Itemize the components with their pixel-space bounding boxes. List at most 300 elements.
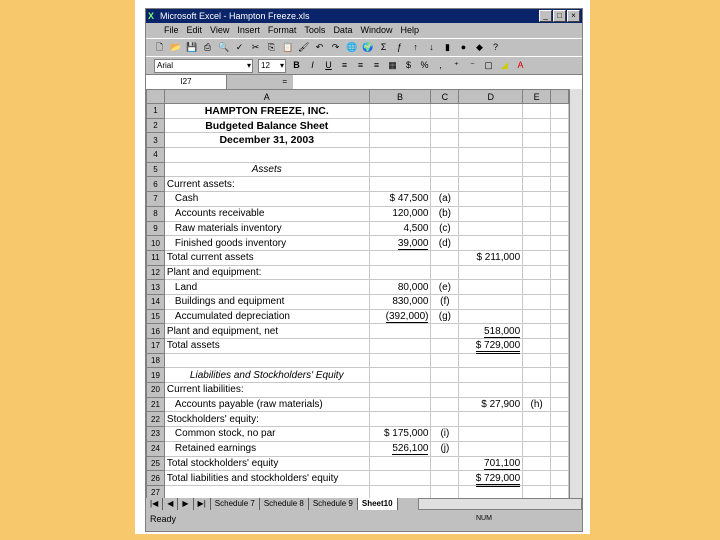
cell-a7[interactable]: [164, 192, 369, 207]
cell-e7[interactable]: [523, 192, 551, 207]
menu-insert[interactable]: Insert: [237, 25, 260, 35]
new-icon[interactable]: 🗋: [155, 42, 164, 52]
cell-a24[interactable]: [164, 441, 369, 456]
undo-icon[interactable]: ↶: [315, 42, 324, 52]
bold-icon[interactable]: B: [293, 60, 300, 70]
cell-d2[interactable]: [459, 118, 523, 133]
cell-a1[interactable]: [164, 104, 369, 119]
column-header-d[interactable]: D: [459, 90, 523, 104]
sheet-tab-schedule-9[interactable]: Schedule 9: [309, 498, 358, 510]
cell-b15[interactable]: [369, 309, 431, 324]
excel-window: [145, 8, 583, 532]
cell-value: $ 729,000: [476, 473, 521, 487]
cell-b14[interactable]: [369, 294, 431, 309]
cell-c27[interactable]: [431, 485, 459, 498]
cell-b8[interactable]: [369, 206, 431, 221]
cell-c10[interactable]: [431, 236, 459, 251]
print-preview-icon[interactable]: 🔍: [218, 42, 230, 52]
decrease-decimal-icon[interactable]: ⁻: [470, 60, 475, 70]
cell-filler: [551, 236, 569, 251]
cell-e21[interactable]: [523, 397, 551, 412]
cell-value: Assets: [251, 164, 282, 176]
cell-e5[interactable]: [523, 162, 551, 177]
cell-filler: [551, 192, 569, 207]
cell-d15[interactable]: [459, 309, 523, 324]
cell-e11[interactable]: [523, 250, 551, 265]
cell-b13[interactable]: [369, 280, 431, 295]
cell-a6[interactable]: [164, 177, 369, 192]
row-header[interactable]: 8: [147, 206, 165, 221]
web-icon[interactable]: 🌍: [362, 42, 374, 52]
cell-c22[interactable]: [431, 412, 459, 427]
cell-b25[interactable]: [369, 456, 431, 471]
row-header[interactable]: 26: [147, 471, 165, 486]
status-num: NUM: [476, 515, 492, 522]
cell-a12[interactable]: [164, 265, 369, 280]
formula-input[interactable]: [293, 75, 582, 89]
align-right-icon[interactable]: ≡: [373, 60, 380, 70]
cell-value: Budgeted Balance Sheet: [205, 119, 329, 132]
menu-format[interactable]: Format: [267, 25, 297, 35]
minimize-button[interactable]: _: [539, 10, 552, 22]
row-header[interactable]: 12: [147, 265, 165, 280]
table-row: [147, 427, 569, 442]
cell-e8[interactable]: [523, 206, 551, 221]
cell-c8[interactable]: [431, 206, 459, 221]
cell-c26[interactable]: [431, 471, 459, 486]
merge-center-icon[interactable]: ▦: [388, 60, 397, 70]
cell-a13[interactable]: [164, 280, 369, 295]
row-header[interactable]: 23: [147, 427, 165, 442]
cell-e23[interactable]: [523, 427, 551, 442]
cell-filler: [551, 485, 569, 498]
cell-value: Current assets:: [166, 178, 235, 190]
cell-c1[interactable]: [431, 104, 459, 119]
cell-value: $ 729,000: [476, 340, 521, 354]
cell-value: (b): [438, 208, 452, 220]
column-header-c[interactable]: C: [431, 90, 459, 104]
close-button[interactable]: ×: [567, 10, 580, 22]
cell-a11[interactable]: [164, 250, 369, 265]
row-header[interactable]: 19: [147, 368, 165, 383]
cell-e4[interactable]: [523, 148, 551, 163]
cell-c15[interactable]: [431, 309, 459, 324]
cell-b2[interactable]: [369, 118, 431, 133]
cell-b12[interactable]: [369, 265, 431, 280]
cell-c23[interactable]: [431, 427, 459, 442]
table-row: [147, 368, 569, 383]
row-header[interactable]: 17: [147, 339, 165, 354]
menu-edit[interactable]: Edit: [186, 25, 203, 35]
cell-b16[interactable]: [369, 324, 431, 339]
cell-e15[interactable]: [523, 309, 551, 324]
cell-a3[interactable]: [164, 133, 369, 148]
cell-a4[interactable]: [164, 148, 369, 163]
cell-c25[interactable]: [431, 456, 459, 471]
cell-filler: [551, 294, 569, 309]
cell-value: 526,100: [392, 443, 429, 455]
row-header[interactable]: 7: [147, 192, 165, 207]
tab-scroll-prev[interactable]: ◀: [163, 498, 178, 510]
table-row: [147, 221, 569, 236]
autosum-icon[interactable]: Σ: [380, 42, 387, 52]
cell-a2[interactable]: [164, 118, 369, 133]
chart-wizard-icon[interactable]: ▮: [445, 42, 450, 52]
cell-e16[interactable]: [523, 324, 551, 339]
cell-c14[interactable]: [431, 294, 459, 309]
cell-d12[interactable]: [459, 265, 523, 280]
excel-icon: X: [148, 11, 155, 21]
cell-d17[interactable]: [459, 339, 523, 354]
borders-icon[interactable]: ▢: [484, 60, 493, 70]
formula-equals[interactable]: =: [227, 75, 293, 89]
cell-value: Current liabilities:: [166, 384, 244, 396]
cell-d11[interactable]: [459, 250, 523, 265]
cell-e14[interactable]: [523, 294, 551, 309]
cell-value: Accumulated depreciation: [174, 310, 290, 322]
row-header[interactable]: 14: [147, 294, 165, 309]
cell-b27[interactable]: [369, 485, 431, 498]
cell-c20[interactable]: [431, 383, 459, 398]
cell-d26[interactable]: [459, 471, 523, 486]
cell-c6[interactable]: [431, 177, 459, 192]
cell-a15[interactable]: [164, 309, 369, 324]
table-row: [147, 324, 569, 339]
cell-b26[interactable]: [369, 471, 431, 486]
tab-scroll-first[interactable]: |◀: [146, 498, 163, 510]
cell-b11[interactable]: [369, 250, 431, 265]
cell-d21[interactable]: [459, 397, 523, 412]
cell-value: (i): [440, 428, 450, 440]
row-header[interactable]: 15: [147, 309, 165, 324]
cell-b3[interactable]: [369, 133, 431, 148]
tab-scroll-next[interactable]: ▶: [178, 498, 193, 510]
select-all-corner[interactable]: [147, 90, 165, 104]
menu-view[interactable]: View: [210, 25, 230, 35]
cell-d5[interactable]: [459, 162, 523, 177]
maximize-button[interactable]: □: [553, 10, 566, 22]
cell-b17[interactable]: [369, 339, 431, 354]
table-row: [147, 485, 569, 498]
cell-d14[interactable]: [459, 294, 523, 309]
cell-e20[interactable]: [523, 383, 551, 398]
cell-c9[interactable]: [431, 221, 459, 236]
window-title: Microsoft Excel - Hampton Freeze.xls: [160, 11, 310, 21]
table-row: [147, 456, 569, 471]
cell-filler: [551, 368, 569, 383]
cell-b21[interactable]: [369, 397, 431, 412]
vertical-scrollbar[interactable]: [569, 89, 582, 498]
cell-d24[interactable]: [459, 441, 523, 456]
cell-value: Total current assets: [166, 252, 254, 264]
cell-c24[interactable]: [431, 441, 459, 456]
table-row: [147, 339, 569, 354]
currency-icon[interactable]: $: [405, 60, 411, 70]
spelling-icon[interactable]: ✓: [235, 42, 244, 52]
fill-color-icon[interactable]: ◢: [501, 60, 508, 70]
menu-window[interactable]: Window: [360, 25, 393, 35]
cell-filler: [551, 133, 569, 148]
save-icon[interactable]: 💾: [186, 42, 198, 52]
cell-c16[interactable]: [431, 324, 459, 339]
row-header[interactable]: 13: [147, 280, 165, 295]
row-header[interactable]: 16: [147, 324, 165, 339]
sheet-tab-sheet10[interactable]: Sheet10: [358, 498, 398, 510]
cell-c19[interactable]: [431, 368, 459, 383]
cell-e27[interactable]: [523, 485, 551, 498]
cell-a10[interactable]: [164, 236, 369, 251]
cell-e17[interactable]: [523, 339, 551, 354]
cell-value: 830,000: [392, 296, 429, 308]
cell-d18[interactable]: [459, 353, 523, 368]
menu-file[interactable]: File: [164, 25, 179, 35]
cell-a20[interactable]: [164, 383, 369, 398]
cell-c11[interactable]: [431, 250, 459, 265]
cell-value: Retained earnings: [174, 443, 257, 455]
cell-d13[interactable]: [459, 280, 523, 295]
name-box[interactable]: I27: [146, 75, 227, 89]
cell-b10[interactable]: [369, 236, 431, 251]
cell-filler: [551, 206, 569, 221]
cell-d19[interactable]: [459, 368, 523, 383]
cell-filler: [551, 309, 569, 324]
cell-e22[interactable]: [523, 412, 551, 427]
cell-a14[interactable]: [164, 294, 369, 309]
status-ready: Ready: [150, 514, 177, 524]
cell-d27[interactable]: [459, 485, 523, 498]
cell-value: Total stockholders' equity: [166, 457, 279, 469]
cell-a22[interactable]: [164, 412, 369, 427]
spreadsheet-grid[interactable]: [146, 89, 569, 498]
menu-bar: [146, 23, 582, 38]
cell-filler: [551, 412, 569, 427]
cell-a16[interactable]: [164, 324, 369, 339]
column-header-filler: [551, 90, 569, 104]
cell-value: (e): [438, 281, 452, 293]
table-row: [147, 294, 569, 309]
cell-e12[interactable]: [523, 265, 551, 280]
cell-b4[interactable]: [369, 148, 431, 163]
cell-filler: [551, 265, 569, 280]
drawing-icon[interactable]: ◆: [476, 42, 483, 52]
cell-b20[interactable]: [369, 383, 431, 398]
cell-a27[interactable]: [164, 485, 369, 498]
font-value: Arial: [157, 60, 174, 70]
cell-a25[interactable]: [164, 456, 369, 471]
column-header-a[interactable]: A: [164, 90, 369, 104]
cell-value: Stockholders' equity:: [166, 413, 259, 425]
cell-filler: [551, 250, 569, 265]
cell-b18[interactable]: [369, 353, 431, 368]
cell-value: (h): [530, 399, 543, 411]
format-painter-icon[interactable]: 🖌: [298, 42, 310, 52]
row-header[interactable]: 25: [147, 456, 165, 471]
cell-value: Raw materials inventory: [174, 222, 282, 234]
status-bar: [146, 512, 586, 526]
comma-icon[interactable]: ,: [439, 60, 442, 70]
cell-c13[interactable]: [431, 280, 459, 295]
cell-a17[interactable]: [164, 339, 369, 354]
row-header[interactable]: 20: [147, 383, 165, 398]
cell-b24[interactable]: [369, 441, 431, 456]
cell-e25[interactable]: [523, 456, 551, 471]
cell-c5[interactable]: [431, 162, 459, 177]
print-icon[interactable]: ⎙: [203, 42, 212, 52]
cell-value: (j): [440, 443, 450, 455]
help-icon[interactable]: ?: [492, 42, 498, 52]
cell-value: Common stock, no par: [174, 428, 276, 440]
cell-e9[interactable]: [523, 221, 551, 236]
cell-c17[interactable]: [431, 339, 459, 354]
row-header[interactable]: 11: [147, 250, 165, 265]
table-row: [147, 118, 569, 133]
cell-c7[interactable]: [431, 192, 459, 207]
cell-a8[interactable]: [164, 206, 369, 221]
cell-value: 701,100: [484, 457, 521, 469]
sort-descending-icon[interactable]: ↓: [429, 42, 434, 52]
table-row: [147, 250, 569, 265]
align-center-icon[interactable]: ≡: [357, 60, 364, 70]
row-header[interactable]: 10: [147, 236, 165, 251]
map-icon[interactable]: ●: [460, 42, 467, 52]
horizontal-scrollbar[interactable]: [418, 498, 582, 510]
cell-value: HAMPTON FREEZE, INC.: [204, 104, 329, 117]
cell-b22[interactable]: [369, 412, 431, 427]
menu-help[interactable]: Help: [400, 25, 419, 35]
table-row: [147, 177, 569, 192]
tab-scroll-last[interactable]: ▶|: [194, 498, 211, 510]
row-header[interactable]: 21: [147, 397, 165, 412]
cell-b6[interactable]: [369, 177, 431, 192]
percent-icon[interactable]: %: [420, 60, 429, 70]
row-header[interactable]: 27: [147, 485, 165, 498]
open-icon[interactable]: 📂: [170, 42, 182, 52]
function-icon[interactable]: ƒ: [396, 42, 402, 52]
cell-c2[interactable]: [431, 118, 459, 133]
cell-b7[interactable]: [369, 192, 431, 207]
hyperlink-icon[interactable]: 🌐: [346, 42, 358, 52]
cell-d10[interactable]: [459, 236, 523, 251]
cell-value: 518,000: [484, 325, 521, 337]
cell-b1[interactable]: [369, 104, 431, 119]
cell-value: Accounts payable (raw materials): [174, 399, 323, 411]
cell-d22[interactable]: [459, 412, 523, 427]
table-row: [147, 236, 569, 251]
cell-c12[interactable]: [431, 265, 459, 280]
cell-d9[interactable]: [459, 221, 523, 236]
cell-e10[interactable]: [523, 236, 551, 251]
cell-filler: [551, 162, 569, 177]
row-header[interactable]: 1: [147, 104, 165, 119]
table-row: [147, 471, 569, 486]
cell-e26[interactable]: [523, 471, 551, 486]
row-header[interactable]: 22: [147, 412, 165, 427]
cell-value: Total liabilities and stockholders' equity: [166, 472, 339, 484]
increase-decimal-icon[interactable]: ⁺: [454, 60, 459, 70]
cell-a9[interactable]: [164, 221, 369, 236]
cell-value: Plant and equipment:: [166, 266, 262, 278]
font-size-select[interactable]: [258, 59, 286, 73]
cell-a23[interactable]: [164, 427, 369, 442]
row-header[interactable]: 3: [147, 133, 165, 148]
row-header[interactable]: 4: [147, 148, 165, 163]
cell-e2[interactable]: [523, 118, 551, 133]
cell-value: Buildings and equipment: [174, 296, 285, 308]
cell-a5[interactable]: [164, 162, 369, 177]
copy-icon[interactable]: ⎘: [267, 42, 276, 52]
cell-e24[interactable]: [523, 441, 551, 456]
cell-value: (g): [438, 310, 452, 322]
cell-b19[interactable]: [369, 368, 431, 383]
cell-e1[interactable]: [523, 104, 551, 119]
column-header-e[interactable]: E: [523, 90, 551, 104]
cell-d7[interactable]: [459, 192, 523, 207]
align-left-icon[interactable]: ≡: [341, 60, 348, 70]
row-header[interactable]: 5: [147, 162, 165, 177]
sort-ascending-icon[interactable]: ↑: [413, 42, 418, 52]
cell-d20[interactable]: [459, 383, 523, 398]
cell-a19[interactable]: [164, 368, 369, 383]
row-header[interactable]: 6: [147, 177, 165, 192]
cell-d3[interactable]: [459, 133, 523, 148]
cell-d8[interactable]: [459, 206, 523, 221]
cell-d6[interactable]: [459, 177, 523, 192]
column-header-b[interactable]: B: [369, 90, 431, 104]
font-select[interactable]: [154, 59, 253, 73]
underline-icon[interactable]: U: [325, 60, 332, 70]
row-header[interactable]: 18: [147, 353, 165, 368]
cell-filler: [551, 441, 569, 456]
menu-tools[interactable]: Tools: [304, 25, 326, 35]
font-color-icon[interactable]: A: [517, 60, 524, 70]
cell-e19[interactable]: [523, 368, 551, 383]
cell-c18[interactable]: [431, 353, 459, 368]
cell-value: $ 211,000: [476, 252, 521, 264]
cell-c3[interactable]: [431, 133, 459, 148]
row-header[interactable]: 2: [147, 118, 165, 133]
cell-e18[interactable]: [523, 353, 551, 368]
cell-b9[interactable]: [369, 221, 431, 236]
row-header[interactable]: 9: [147, 221, 165, 236]
cell-e6[interactable]: [523, 177, 551, 192]
cell-b23[interactable]: [369, 427, 431, 442]
table-row: [147, 162, 569, 177]
row-header[interactable]: 24: [147, 441, 165, 456]
cell-a26[interactable]: [164, 471, 369, 486]
paste-icon[interactable]: 📋: [282, 42, 294, 52]
sheet-tab-schedule-8[interactable]: Schedule 8: [260, 498, 309, 510]
cell-d4[interactable]: [459, 148, 523, 163]
redo-icon[interactable]: ↷: [331, 42, 340, 52]
cell-b5[interactable]: [369, 162, 431, 177]
cell-d25[interactable]: [459, 456, 523, 471]
cell-d1[interactable]: [459, 104, 523, 119]
cell-c21[interactable]: [431, 397, 459, 412]
cell-filler: [551, 339, 569, 354]
table-row: [147, 192, 569, 207]
cell-d23[interactable]: [459, 427, 523, 442]
cell-d16[interactable]: [459, 324, 523, 339]
cell-a21[interactable]: [164, 397, 369, 412]
cell-a18[interactable]: [164, 353, 369, 368]
cell-e3[interactable]: [523, 133, 551, 148]
sheet-tab-schedule-7[interactable]: Schedule 7: [211, 498, 260, 510]
cell-e13[interactable]: [523, 280, 551, 295]
cell-c4[interactable]: [431, 148, 459, 163]
italic-icon[interactable]: I: [311, 60, 314, 70]
cut-icon[interactable]: ✂: [251, 42, 260, 52]
menu-data[interactable]: Data: [333, 25, 353, 35]
